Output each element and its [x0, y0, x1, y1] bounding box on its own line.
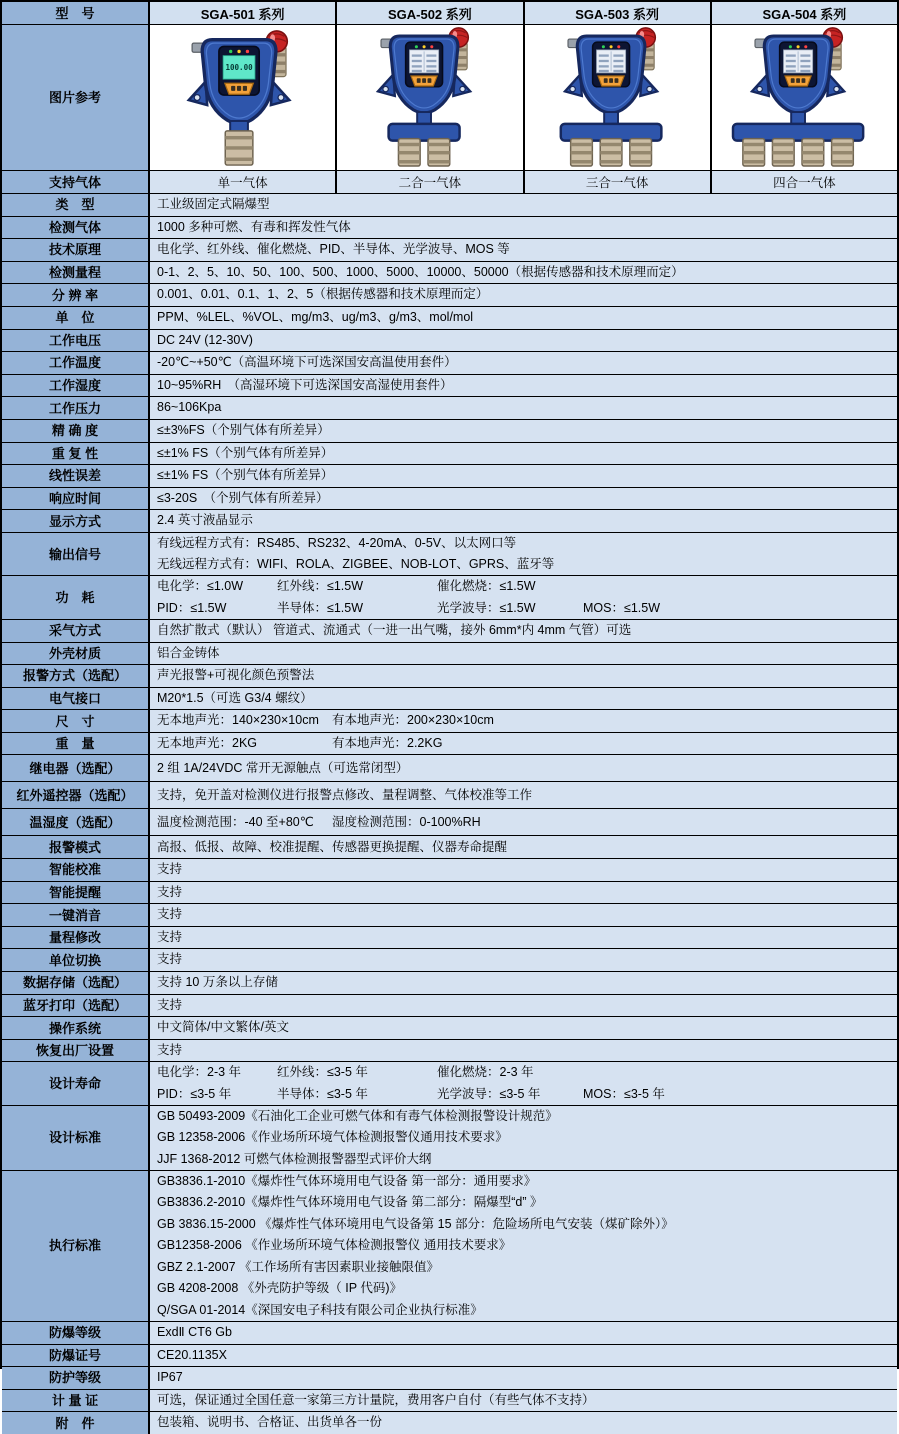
row-value-item: 红外线：≤3-5 年 — [277, 1065, 368, 1080]
row-value — [150, 1062, 897, 1105]
row-value-line: GBZ 2.1-2007 《工作场所有害因素职业接触限值》 — [157, 1259, 439, 1274]
model-header-cell: SGA-503 系列 — [523, 2, 710, 24]
row-label: 技术原理 — [2, 239, 150, 261]
row-value — [150, 488, 897, 510]
row-label: 蓝牙打印（选配） — [2, 995, 150, 1017]
model-header-cell: SGA-504 系列 — [710, 2, 897, 24]
row-value — [150, 1322, 897, 1344]
spec-row — [2, 419, 897, 442]
row-value-line: 支持 — [157, 884, 183, 899]
device-image — [713, 27, 895, 169]
row-value — [150, 330, 897, 352]
row-value-item: 光学波导：≤1.5W — [437, 600, 536, 615]
device-image-cell — [710, 25, 897, 170]
row-value — [150, 665, 897, 687]
row-value-line: GB3836.2-2010《爆炸性气体环境用电气设备 第二部分：隔爆型“d” 》 — [157, 1195, 543, 1210]
gas-type-cells — [150, 171, 897, 193]
gas-type-cell: 单一气体 — [150, 171, 335, 193]
gas-type-cell: 四合一气体 — [710, 171, 897, 193]
image-row-label: 图片参考 — [2, 25, 150, 170]
spec-row — [2, 994, 897, 1017]
spec-row — [2, 858, 897, 881]
device-image — [339, 27, 521, 169]
row-value — [150, 397, 897, 419]
row-value-item: MOS：≤1.5W — [583, 600, 661, 615]
row-label: 重 量 — [2, 733, 150, 755]
row-label: 功 耗 — [2, 576, 150, 619]
spec-row — [2, 1039, 897, 1062]
row-label: 工作压力 — [2, 397, 150, 419]
device-image-cells — [150, 25, 897, 170]
row-value-line: 工业级固定式隔爆型 — [157, 197, 270, 212]
row-value — [150, 1017, 897, 1039]
row-label: 采气方式 — [2, 620, 150, 642]
row-label: 输出信号 — [2, 533, 150, 576]
row-label: 执行标准 — [2, 1171, 150, 1321]
row-value — [150, 307, 897, 329]
row-value-line: PPM、%LEL、%VOL、mg/m3、ug/m3、g/m3、mol/mol — [157, 310, 474, 325]
spec-row — [2, 808, 897, 835]
row-value-line: 0.001、0.01、0.1、1、2、5（根据传感器和技术原理而定） — [157, 287, 489, 302]
spec-row — [2, 1105, 897, 1170]
row-value-item: 电化学：≤1.0W — [157, 579, 244, 594]
row-label: 设计标准 — [2, 1106, 150, 1170]
row-value-line: 声光报警+可视化颜色预警法 — [157, 668, 315, 683]
spec-row — [2, 283, 897, 306]
spec-row — [2, 1061, 897, 1105]
spec-row — [2, 709, 897, 732]
row-label: 报警模式 — [2, 836, 150, 858]
row-value-line: 2 组 1A/24VDC 常开无源触点（可选常闭型） — [157, 760, 409, 775]
row-value-line: GB 4208-2008 《外壳防护等级（ IP 代码)》 — [157, 1281, 402, 1296]
spec-row — [2, 261, 897, 284]
row-value-line — [157, 1062, 897, 1084]
row-value-item: 有本地声光：200×230×10cm — [332, 713, 494, 728]
model-header-cell: SGA-502 系列 — [335, 2, 522, 24]
row-value-line: Q/SGA 01-2014《深国安电子科技有限公司企业执行标准》 — [157, 1302, 483, 1317]
row-value-item: 无本地声光：2KG — [157, 735, 258, 750]
row-value — [150, 927, 897, 949]
row-value-line: 有线远程方式有：RS485、RS232、4-20mA、0-5V、以太网口等 — [157, 535, 517, 550]
row-value — [150, 972, 897, 994]
spec-row — [2, 664, 897, 687]
row-value-line — [157, 598, 897, 620]
row-value-line: 中文简体/中文繁体/英文 — [157, 1020, 289, 1035]
row-value-line: 支持 — [157, 1042, 183, 1057]
row-value-line: 2.4 英寸液晶显示 — [157, 513, 253, 528]
row-value-item: 红外线：≤1.5W — [277, 579, 364, 594]
device-image — [526, 27, 708, 169]
row-label: 智能校准 — [2, 859, 150, 881]
device-image — [152, 27, 334, 169]
row-label: 单位切换 — [2, 949, 150, 971]
row-value-item: 半导体：≤1.5W — [277, 600, 364, 615]
row-label: 工作湿度 — [2, 375, 150, 397]
spec-row — [2, 374, 897, 397]
row-value-item — [583, 1062, 897, 1084]
row-value-line: GB3836.1-2010《爆炸性气体环境用电气设备 第一部分：通用要求》 — [157, 1173, 537, 1188]
row-label: 一键消音 — [2, 904, 150, 926]
spec-row — [2, 1170, 897, 1321]
row-value — [150, 420, 897, 442]
row-value — [150, 1345, 897, 1367]
spec-row — [2, 532, 897, 576]
row-value-line: 1000 多种可燃、有毒和挥发性气体 — [157, 219, 351, 234]
row-value — [150, 217, 897, 239]
row-label: 电气接口 — [2, 688, 150, 710]
row-label: 继电器（选配） — [2, 755, 150, 781]
row-label: 防爆证号 — [2, 1345, 150, 1367]
row-value — [150, 733, 897, 755]
spec-row — [2, 903, 897, 926]
row-value — [150, 755, 897, 781]
spec-row — [2, 351, 897, 374]
row-label: 操作系统 — [2, 1017, 150, 1039]
row-label: 工作电压 — [2, 330, 150, 352]
row-value-line: GB 3836.15-2000 《爆炸性气体环境用电气设备第 15 部分：危险场所电气安装（煤矿除外）》 — [157, 1216, 674, 1231]
row-value-line — [157, 710, 897, 732]
row-label: 显示方式 — [2, 510, 150, 532]
spec-row — [2, 1321, 897, 1344]
row-value-item: MOS：≤3-5 年 — [583, 1086, 665, 1101]
spec-row — [2, 642, 897, 665]
row-label: 检测量程 — [2, 262, 150, 284]
spec-row — [2, 509, 897, 532]
row-value-line: GB 50493-2009《石油化工企业可燃气体和有毒气体检测报警设计规范》 — [157, 1108, 558, 1123]
row-value-line: 支持 — [157, 952, 183, 967]
row-value — [150, 836, 897, 858]
row-value-line: ExdⅡ CT6 Gb — [157, 1324, 232, 1339]
row-label: 重 复 性 — [2, 443, 150, 465]
row-value — [150, 443, 897, 465]
row-label: 设计寿命 — [2, 1062, 150, 1105]
row-label: 线性误差 — [2, 465, 150, 487]
row-label: 检测气体 — [2, 217, 150, 239]
row-value-line: 支持 — [157, 862, 183, 877]
image-row — [2, 24, 897, 170]
row-value-line: M20*1.5（可选 G3/4 螺纹） — [157, 690, 313, 705]
row-value-line — [157, 812, 897, 834]
row-value-line: GB12358-2006 《作业场所环境气体检测报警仪 通用技术要求》 — [157, 1238, 512, 1253]
row-value — [150, 949, 897, 971]
row-value-line: 无线远程方式有：WIFI、ROLA、ZIGBEE、NOB-LOT、GPRS、蓝牙等 — [157, 557, 555, 572]
spec-row — [2, 687, 897, 710]
row-value-line: DC 24V (12-30V) — [157, 332, 253, 347]
row-value — [150, 1040, 897, 1062]
row-value-line: 可选，保证通过全国任意一家第三方计量院，费用客户自付（有些气体不支持） — [157, 1392, 595, 1407]
spec-row — [2, 1411, 897, 1434]
row-label: 尺 寸 — [2, 710, 150, 732]
device-image-cell — [335, 25, 522, 170]
row-value-line: 86~106Kpa — [157, 400, 222, 415]
spec-row — [2, 1016, 897, 1039]
row-label: 响应时间 — [2, 488, 150, 510]
row-value-line: 铝合金铸体 — [157, 645, 220, 660]
row-value-line: 包装箱、说明书、合格证、出货单各一份 — [157, 1415, 383, 1430]
row-value — [150, 375, 897, 397]
spec-row — [2, 948, 897, 971]
spec-row — [2, 464, 897, 487]
row-value — [150, 352, 897, 374]
row-value-line: CE20.1135X — [157, 1347, 227, 1362]
row-label: 精 确 度 — [2, 420, 150, 442]
spec-row — [2, 193, 897, 216]
row-value-line: 电化学、红外线、催化燃烧、PID、半导体、光学波导、MOS 等 — [157, 242, 510, 257]
row-value-line: 自然扩散式（默认） 管道式、流通式（一进一出气嘴，接外 6mm*内 4mm 气管）可选 — [157, 622, 632, 637]
spec-row — [2, 619, 897, 642]
row-value-item — [583, 576, 897, 598]
row-value-line: -20℃~+50℃（高温环境下可选深国安高温使用套件） — [157, 355, 457, 370]
row-value — [150, 782, 897, 808]
row-label: 外壳材质 — [2, 643, 150, 665]
svg-text:100.00: 100.00 — [225, 62, 253, 72]
row-value-line: 支持 — [157, 997, 183, 1012]
gas-type-cell: 三合一气体 — [523, 171, 710, 193]
spec-row — [2, 835, 897, 858]
row-value — [150, 882, 897, 904]
row-value-item: 半导体：≤3-5 年 — [277, 1086, 368, 1101]
row-value — [150, 1412, 897, 1434]
row-value-item: 湿度检测范围：0-100%RH — [332, 814, 481, 829]
spec-row — [2, 732, 897, 755]
row-value — [150, 620, 897, 642]
row-value-line — [157, 733, 897, 755]
row-value — [150, 194, 897, 216]
row-label: 温湿度（选配） — [2, 809, 150, 835]
device-image-cell — [523, 25, 710, 170]
row-value-line: ≤3-20S （个别气体有所差异） — [157, 490, 329, 505]
spec-row — [2, 1389, 897, 1412]
row-value — [150, 284, 897, 306]
row-value — [150, 262, 897, 284]
row-value-line: ≤±1% FS（个别气体有所差异） — [157, 468, 334, 483]
row-value-line: IP67 — [157, 1370, 183, 1385]
row-value-line: ≤±1% FS（个别气体有所差异） — [157, 445, 334, 460]
row-value-line: 0-1、2、5、10、50、100、500、1000、5000、10000、50000（根据传感器和技术原理而定） — [157, 264, 684, 279]
row-value-line: JJF 1368-2012 可燃气体检测报警器型式评价大纲 — [157, 1151, 432, 1166]
gas-type-cell: 二合一气体 — [335, 171, 522, 193]
spec-row — [2, 487, 897, 510]
row-value-line: 高报、低报、故障、校准提醒、传感器更换提醒、仪器寿命提醒 — [157, 839, 508, 854]
row-value-item: 无本地声光：140×230×10cm — [157, 713, 319, 728]
model-header-cell: SGA-501 系列 — [150, 2, 335, 24]
model-header-cells — [150, 2, 897, 24]
row-value-item: 有本地声光：2.2KG — [332, 735, 443, 750]
spec-row — [2, 1366, 897, 1389]
row-value-item: 光学波导：≤3-5 年 — [437, 1086, 541, 1101]
row-label: 工作温度 — [2, 352, 150, 374]
row-value — [150, 465, 897, 487]
spec-row — [2, 971, 897, 994]
row-value-line: GB 12358-2006《作业场所环境气体检测报警仪通用技术要求》 — [157, 1130, 508, 1145]
header-row — [2, 2, 897, 24]
row-value — [150, 643, 897, 665]
row-value-line: 支持 — [157, 907, 183, 922]
row-label: 分 辨 率 — [2, 284, 150, 306]
row-value-line: 支持，免开盖对检测仪进行报警点修改、量程调整、气体校准等工作 — [157, 787, 533, 802]
row-value — [150, 576, 897, 619]
row-label: 防护等级 — [2, 1367, 150, 1389]
row-value-item: PID：≤3-5 年 — [157, 1086, 232, 1101]
row-value-line — [157, 1084, 897, 1106]
row-value — [150, 1171, 897, 1321]
spec-row — [2, 238, 897, 261]
spec-row — [2, 575, 897, 619]
row-value — [150, 1367, 897, 1389]
row-value-line: 支持 10 万条以上存储 — [157, 975, 278, 990]
spec-row — [2, 396, 897, 419]
row-value-line: 支持 — [157, 929, 183, 944]
row-value-item: PID：≤1.5W — [157, 600, 227, 615]
row-label: 量程修改 — [2, 927, 150, 949]
row-label: 单 位 — [2, 307, 150, 329]
spec-row — [2, 329, 897, 352]
row-value-item: 电化学：2-3 年 — [157, 1065, 242, 1080]
row-label: 类 型 — [2, 194, 150, 216]
row-label: 防爆等级 — [2, 1322, 150, 1344]
row-label: 附 件 — [2, 1412, 150, 1434]
row-value-item: 温度检测范围：-40 至+80℃ — [157, 814, 314, 829]
spec-row — [2, 1344, 897, 1367]
row-value — [150, 904, 897, 926]
row-label: 数据存储（选配） — [2, 972, 150, 994]
spec-row — [2, 881, 897, 904]
gas-row-label: 支持气体 — [2, 171, 150, 193]
row-value-line: ≤±3%FS（个别气体有所差异） — [157, 422, 330, 437]
row-value-line: 10~95%RH （高湿环境下可选深国安高湿使用套件） — [157, 377, 453, 392]
gas-row — [2, 170, 897, 193]
spec-rows — [2, 193, 897, 1434]
row-value — [150, 809, 897, 835]
device-image-cell — [150, 25, 335, 170]
spec-row — [2, 754, 897, 781]
row-value — [150, 688, 897, 710]
spec-row — [2, 442, 897, 465]
spec-row — [2, 926, 897, 949]
row-value-item: 催化燃烧：≤1.5W — [437, 579, 536, 594]
row-value — [150, 510, 897, 532]
row-label: 计 量 证 — [2, 1390, 150, 1412]
row-value — [150, 1390, 897, 1412]
row-label: 智能提醒 — [2, 882, 150, 904]
row-value — [150, 710, 897, 732]
row-label: 恢复出厂设置 — [2, 1040, 150, 1062]
header-label: 型 号 — [2, 2, 150, 24]
row-label: 红外遥控器（选配） — [2, 782, 150, 808]
row-value — [150, 995, 897, 1017]
row-label: 报警方式（选配） — [2, 665, 150, 687]
row-value — [150, 1106, 897, 1170]
spec-row — [2, 781, 897, 808]
row-value — [150, 533, 897, 576]
row-value-line — [157, 576, 897, 598]
spec-row — [2, 306, 897, 329]
spec-row — [2, 216, 897, 239]
row-value — [150, 239, 897, 261]
row-value-item: 催化燃烧：2-3 年 — [437, 1065, 534, 1080]
row-value — [150, 859, 897, 881]
